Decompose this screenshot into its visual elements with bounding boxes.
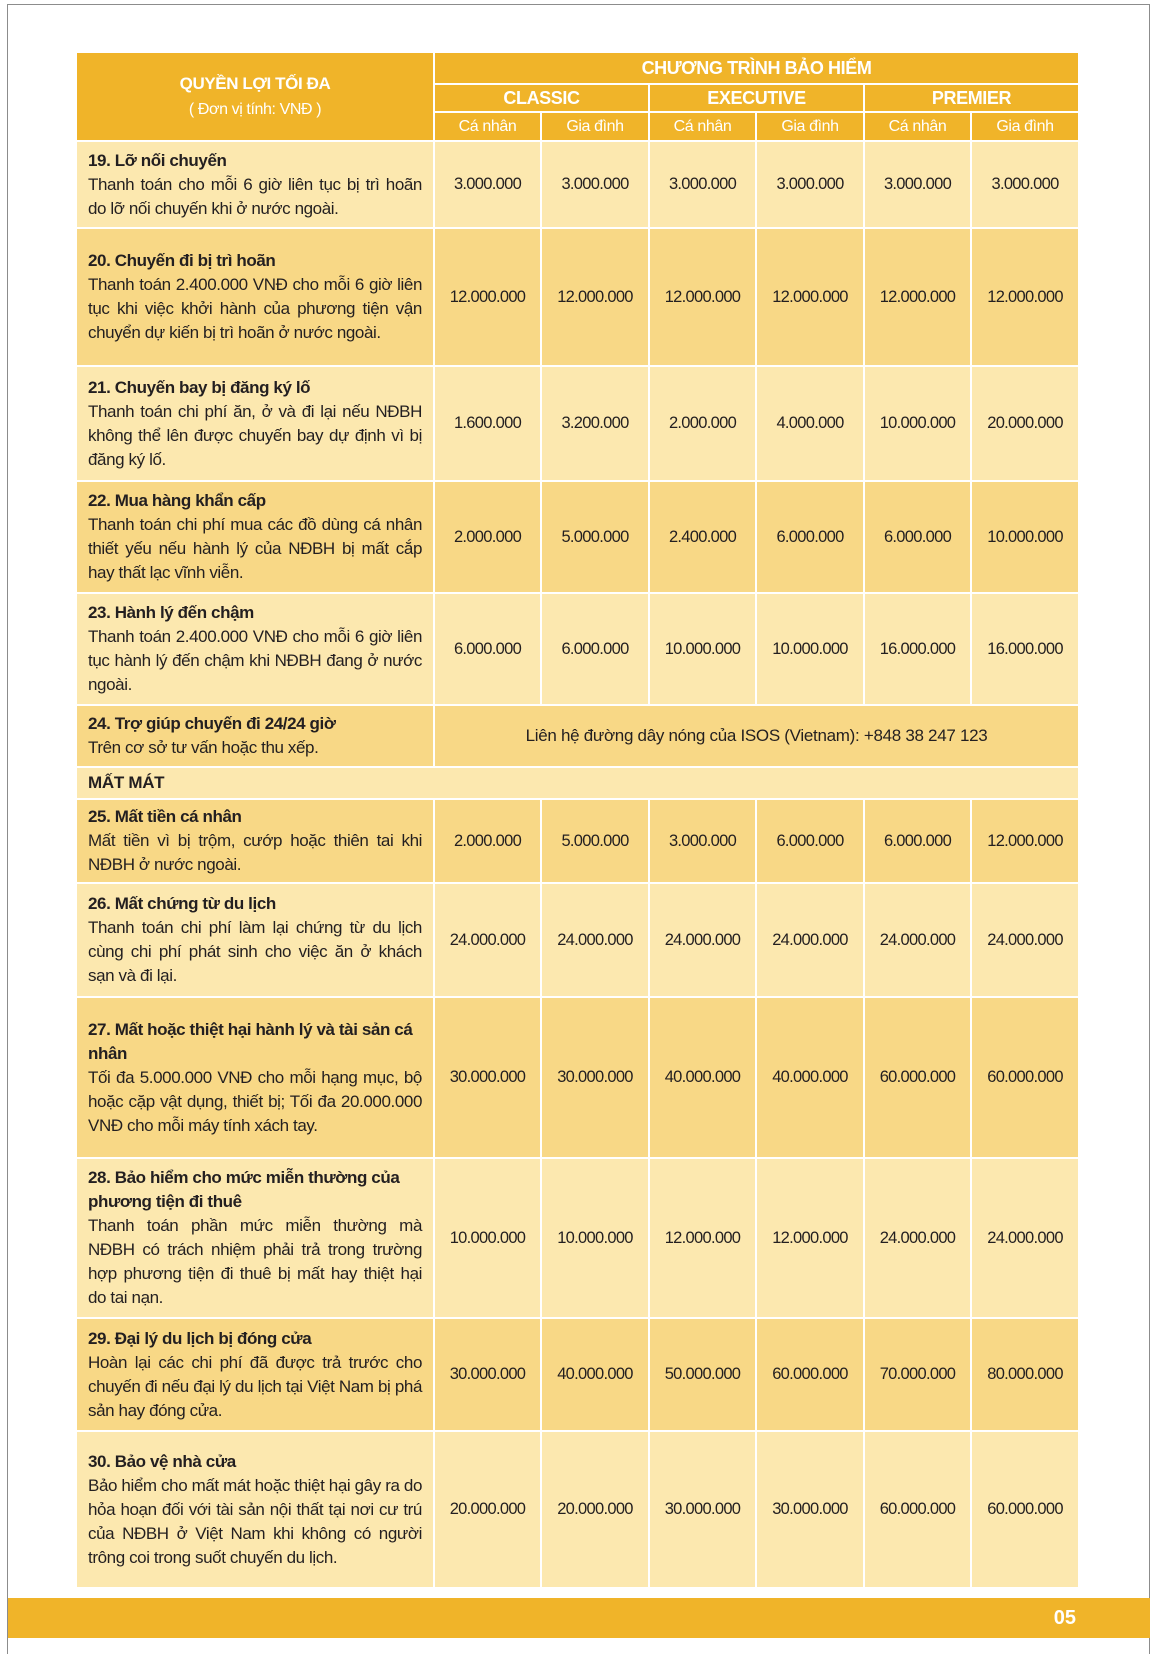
- benefit-cell: [77, 367, 433, 480]
- benefit-value: 24.000.000: [435, 884, 540, 996]
- benefit-value: 24.000.000: [650, 884, 755, 996]
- benefit-value: 12.000.000: [972, 229, 1078, 365]
- benefit-cell: [77, 800, 433, 882]
- benefit-value: 6.000.000: [542, 594, 648, 704]
- benefit-description: Thanh toán chi phí ăn, ở và đi lại nếu NĐBH không thể lên được chuyến bay dự định vì bị đăng ký lố.: [88, 401, 422, 469]
- benefit-value: 80.000.000: [972, 1319, 1078, 1430]
- benefit-value: 12.000.000: [650, 229, 755, 365]
- table-row: [77, 1432, 1078, 1587]
- benefit-value: 1.600.000: [435, 367, 540, 480]
- benefit-title: 28. Bảo hiểm cho mức miễn thường của phương tiện đi thuê: [88, 1168, 400, 1211]
- table-row: [77, 482, 1078, 592]
- benefit-cell: [77, 884, 433, 996]
- benefit-value: 30.000.000: [757, 1432, 863, 1587]
- footer-bar: [8, 1598, 1150, 1638]
- benefit-header-cell: [77, 53, 433, 140]
- table-row: [77, 142, 1078, 227]
- section-row: [77, 768, 1078, 798]
- table-row: [77, 884, 1078, 996]
- benefit-value: 20.000.000: [972, 367, 1078, 480]
- benefit-value: 5.000.000: [542, 800, 648, 882]
- benefit-title: 19. Lỡ nối chuyến: [88, 150, 227, 170]
- benefit-value: 16.000.000: [972, 594, 1078, 704]
- benefit-description: Thanh toán chi phí mua các đồ dùng cá nhân thiết yếu nếu hành lý của NĐBH bị mất cắp hay thất lạc vĩnh viễn.: [88, 515, 422, 582]
- table-row: [77, 998, 1078, 1157]
- benefit-header-title: QUYỀN LỢI TỐI ĐA: [179, 73, 331, 93]
- benefit-value: 40.000.000: [542, 1319, 648, 1430]
- benefit-description: Hoàn lại các chi phí đã được trả trước cho chuyến đi nếu đại lý du lịch tại Việt Nam bị phá sản hay đóng cửa.: [88, 1352, 422, 1420]
- benefit-value: 70.000.000: [865, 1319, 970, 1430]
- benefit-value: 12.000.000: [865, 229, 970, 365]
- plan-header-premier: PREMIER: [865, 85, 1078, 111]
- benefit-title: 25. Mất tiền cá nhân: [88, 807, 242, 826]
- benefit-description: Thanh toán chi phí làm lại chứng từ du lịch cùng chi phí phát sinh cho việc ăn ở khách sạn và đi lại.: [88, 918, 422, 985]
- benefit-value: 24.000.000: [865, 1159, 970, 1317]
- benefit-value: 20.000.000: [542, 1432, 648, 1587]
- benefit-value: 20.000.000: [435, 1432, 540, 1587]
- benefit-value: 60.000.000: [865, 998, 970, 1157]
- benefit-value: 3.200.000: [542, 367, 648, 480]
- benefit-value: 3.000.000: [757, 142, 863, 227]
- benefit-value: 6.000.000: [435, 594, 540, 704]
- benefit-title: 30. Bảo vệ nhà cửa: [88, 1451, 236, 1471]
- benefit-value: 50.000.000: [650, 1319, 755, 1430]
- benefit-cell: [77, 706, 433, 766]
- benefit-description: Thanh toán 2.400.000 VNĐ cho mỗi 6 giờ liên tục khi việc khởi hành của phương tiện vận chuyển dự kiến bị trì hoãn ở nước ngoài.: [88, 275, 422, 342]
- benefit-value: 10.000.000: [757, 594, 863, 704]
- benefit-description: Tối đa 5.000.000 VNĐ cho mỗi hạng mục, bộ hoặc cặp vật dụng, thiết bị; Tối đa 20.000.000 VNĐ cho mỗi máy tính xách tay.: [88, 1067, 422, 1135]
- subcolumn-header: Gia đình: [757, 113, 863, 140]
- benefits-table: [75, 51, 1080, 1589]
- section-heading: MẤT MÁT: [77, 768, 1078, 798]
- benefit-description: Thanh toán phần mức miễn thường mà NĐBH có trách nhiệm phải trả trong trường hợp phương tiện đi thuê bị mất hay thiệt hại do tai nạn.: [88, 1216, 422, 1307]
- page-number: 05: [1053, 1607, 1076, 1629]
- benefit-cell: [77, 142, 433, 227]
- benefit-value: 3.000.000: [435, 142, 540, 227]
- benefit-description: Mất tiền vì bị trộm, cướp hoặc thiên tai khi NĐBH ở nước ngoài.: [88, 831, 422, 874]
- benefit-value: 6.000.000: [757, 482, 863, 592]
- benefit-value: 2.000.000: [435, 800, 540, 882]
- benefit-value: 3.000.000: [972, 142, 1078, 227]
- table-row: [77, 367, 1078, 480]
- benefit-value: 30.000.000: [650, 1432, 755, 1587]
- benefit-value: 12.000.000: [542, 229, 648, 365]
- subcolumn-header: Cá nhân: [650, 113, 755, 140]
- benefit-value: 24.000.000: [972, 884, 1078, 996]
- benefit-value: 4.000.000: [757, 367, 863, 480]
- table-row: [77, 594, 1078, 704]
- benefit-value: 24.000.000: [542, 884, 648, 996]
- benefit-cell: [77, 1319, 433, 1430]
- plan-header-classic: CLASSIC: [435, 85, 648, 111]
- benefit-value: 60.000.000: [757, 1319, 863, 1430]
- benefit-value: 3.000.000: [542, 142, 648, 227]
- benefit-description: Thanh toán cho mỗi 6 giờ liên tục bị trì hoãn do lỡ nối chuyến khi ở nước ngoài.: [88, 174, 422, 218]
- benefit-title: 21. Chuyến bay bị đăng ký lố: [88, 377, 311, 397]
- benefit-description: Bảo hiểm cho mất mát hoặc thiệt hại gây ra do hỏa hoạn đối với tài sản nội thất tại nơi cư trú của NĐBH ở Việt Nam khi không có người trông coi trong suốt chuyến du lịch.: [88, 1475, 422, 1567]
- benefit-value: 16.000.000: [865, 594, 970, 704]
- benefit-title: 26. Mất chứng từ du lịch: [88, 894, 276, 913]
- benefit-value: 3.000.000: [650, 142, 755, 227]
- table-body: [77, 142, 1078, 1587]
- benefit-value: 40.000.000: [650, 998, 755, 1157]
- benefit-value: 2.000.000: [435, 482, 540, 592]
- benefit-value: 40.000.000: [757, 998, 863, 1157]
- program-header: CHƯƠNG TRÌNH BẢO HIỂM: [435, 53, 1078, 83]
- benefit-value: 10.000.000: [972, 482, 1078, 592]
- benefit-value: 12.000.000: [757, 229, 863, 365]
- benefit-value: 6.000.000: [865, 800, 970, 882]
- benefit-value: 5.000.000: [542, 482, 648, 592]
- benefit-value: 60.000.000: [865, 1432, 970, 1587]
- benefit-value: 12.000.000: [650, 1159, 755, 1317]
- benefit-value: 30.000.000: [542, 998, 648, 1157]
- benefit-value: 3.000.000: [650, 800, 755, 882]
- benefit-value: 12.000.000: [757, 1159, 863, 1317]
- benefit-value: 10.000.000: [435, 1159, 540, 1317]
- table-row: [77, 800, 1078, 882]
- benefit-value: 3.000.000: [865, 142, 970, 227]
- benefit-value: 10.000.000: [865, 367, 970, 480]
- plan-header-executive: EXECUTIVE: [650, 85, 863, 111]
- table-row: [77, 706, 1078, 766]
- benefit-value: 60.000.000: [972, 1432, 1078, 1587]
- subcolumn-header: Cá nhân: [865, 113, 970, 140]
- table-row: [77, 229, 1078, 365]
- benefit-value: 24.000.000: [972, 1159, 1078, 1317]
- benefit-cell: [77, 482, 433, 592]
- benefit-cell: [77, 1432, 433, 1587]
- benefit-value: 12.000.000: [972, 800, 1078, 882]
- benefit-value: 24.000.000: [757, 884, 863, 996]
- subcolumn-header: Gia đình: [542, 113, 648, 140]
- benefit-value: 10.000.000: [650, 594, 755, 704]
- table-row: [77, 1159, 1078, 1317]
- benefit-value: 30.000.000: [435, 1319, 540, 1430]
- benefit-cell: [77, 594, 433, 704]
- subcolumn-header: Cá nhân: [435, 113, 540, 140]
- benefit-value: 10.000.000: [542, 1159, 648, 1317]
- benefit-value: 2.400.000: [650, 482, 755, 592]
- benefit-title: 27. Mất hoặc thiệt hại hành lý và tài sản cá nhân: [88, 1019, 413, 1063]
- benefit-cell: [77, 229, 433, 365]
- benefit-title: 23. Hành lý đến chậm: [88, 603, 254, 622]
- benefit-cell: [77, 1159, 433, 1317]
- benefit-title: 29. Đại lý du lịch bị đóng cửa: [88, 1328, 312, 1348]
- benefit-value: 6.000.000: [757, 800, 863, 882]
- benefit-description: Thanh toán 2.400.000 VNĐ cho mỗi 6 giờ liên tục hành lý đến chậm khi NĐBH đang ở nước ngoài.: [88, 627, 422, 694]
- benefit-value: 6.000.000: [865, 482, 970, 592]
- benefit-cell: [77, 998, 433, 1157]
- benefit-title: 24. Trợ giúp chuyến đi 24/24 giờ: [88, 714, 336, 733]
- subcolumn-header: Gia đình: [972, 113, 1078, 140]
- hotline-note: Liên hệ đường dây nóng của ISOS (Vietnam): +848 38 247 123: [435, 706, 1078, 766]
- unit-note: ( Đơn vị tính: VNĐ ): [188, 100, 322, 118]
- benefit-value: 2.000.000: [650, 367, 755, 480]
- benefit-value: 30.000.000: [435, 998, 540, 1157]
- benefit-value: 12.000.000: [435, 229, 540, 365]
- table-header: [77, 53, 1078, 140]
- benefit-description: Trên cơ sở tư vấn hoặc thu xếp.: [88, 738, 319, 757]
- table-row: [77, 1319, 1078, 1430]
- benefit-title: 22. Mua hàng khẩn cấp: [88, 491, 266, 510]
- benefit-title: 20. Chuyến đi bị trì hoãn: [88, 251, 276, 270]
- benefit-value: 24.000.000: [865, 884, 970, 996]
- benefit-value: 60.000.000: [972, 998, 1078, 1157]
